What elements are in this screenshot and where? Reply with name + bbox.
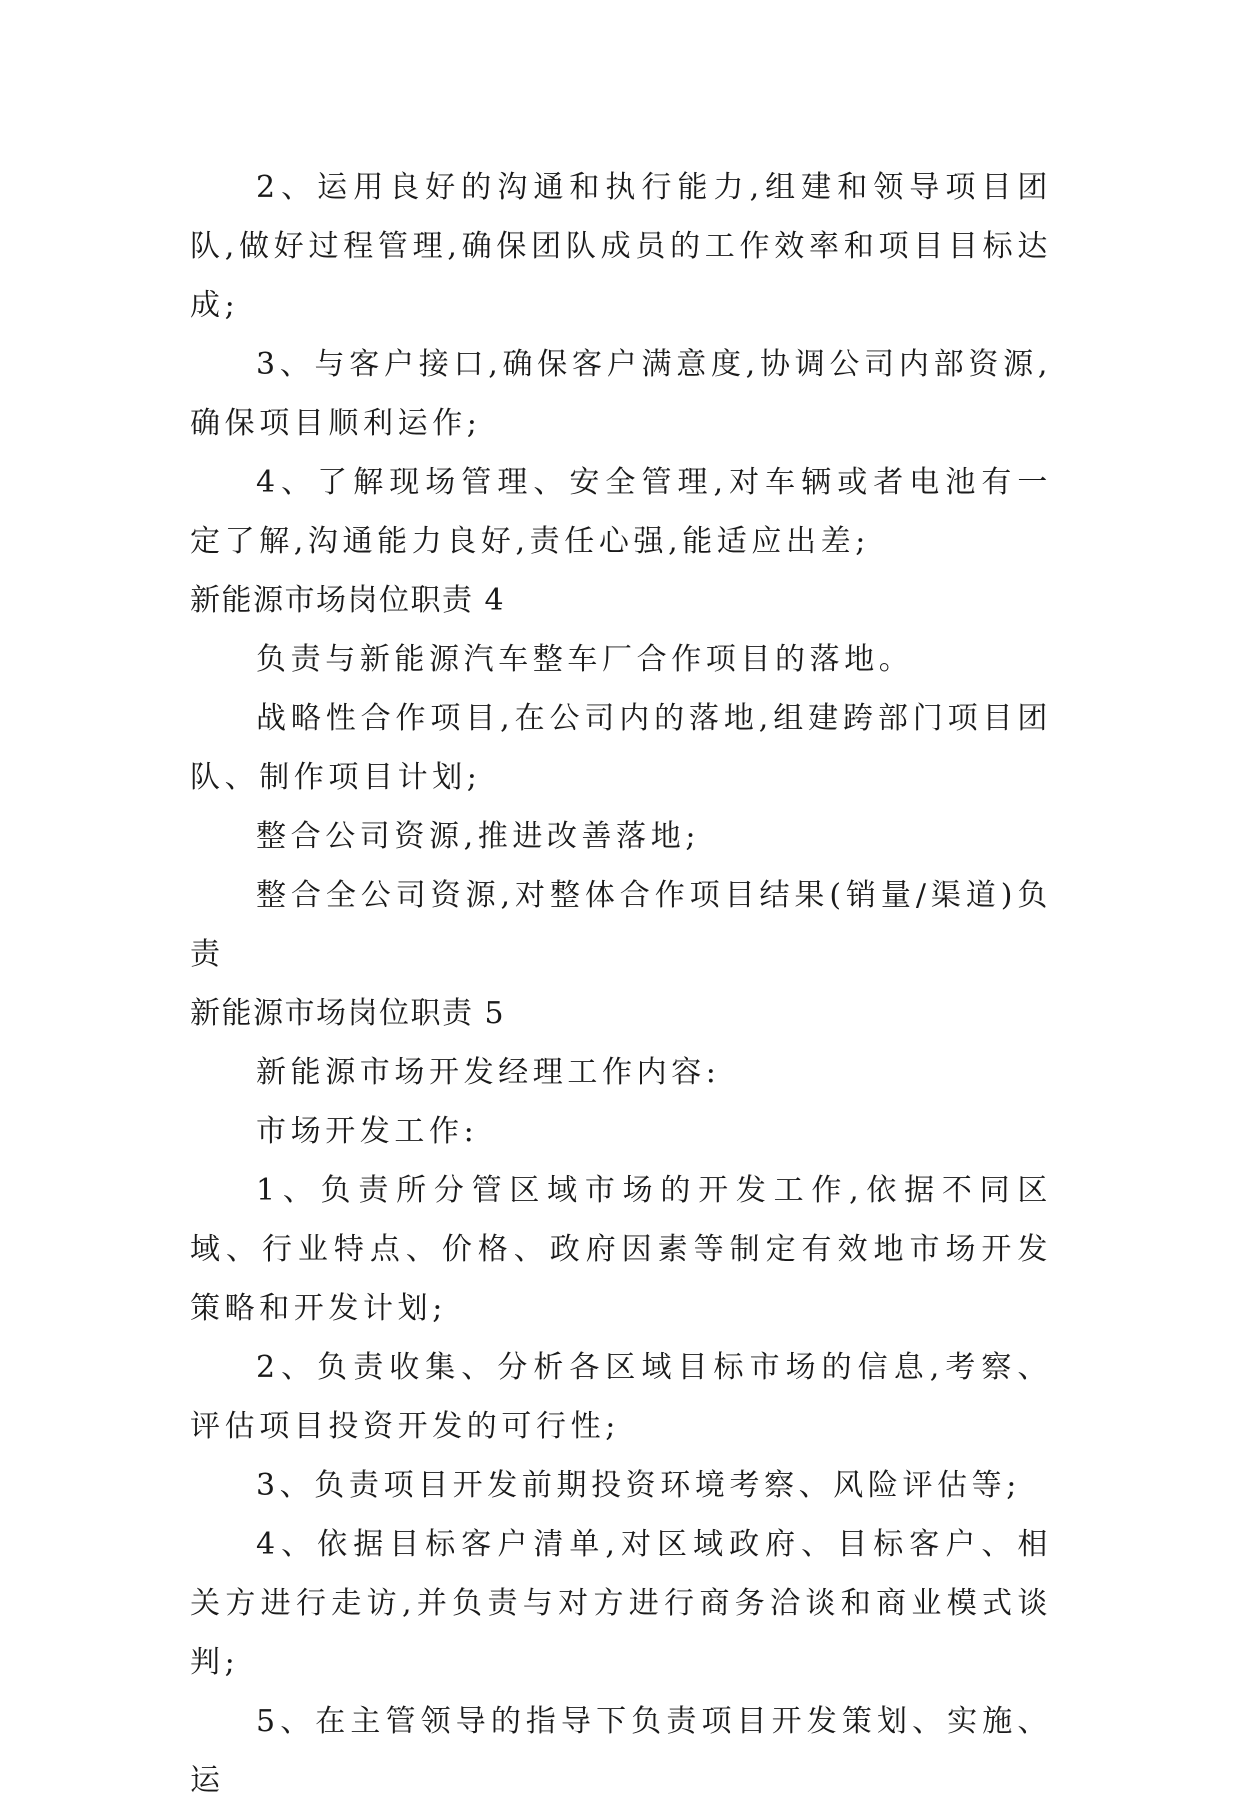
paragraph-market-development: 市场开发工作: xyxy=(256,1114,479,1149)
paragraph-project-landing: 负责与新能源汽车整车厂合作项目的落地。 xyxy=(256,642,914,677)
paragraph-work-content: 新能源市场开发经理工作内容: xyxy=(256,1055,721,1090)
paragraph-strategic-cooperation: 战略性合作项目,在公司内的落地,组建跨部门项目团队、制作项目计划; xyxy=(190,701,1052,795)
paragraph-item-5: 5、在主管领导的指导下负责项目开发策划、实施、运 xyxy=(190,1704,1052,1798)
section-heading-4: 新能源市场岗位职责 4 xyxy=(190,583,506,618)
section-heading-5: 新能源市场岗位职责 5 xyxy=(190,996,506,1031)
paragraph-item-4: 4、依据目标客户清单,对区域政府、目标客户、相关方进行走访,并负责与对方进行商务洽谈和商业模式谈判; xyxy=(190,1527,1052,1680)
paragraph-duty-2: 2、运用良好的沟通和执行能力,组建和领导项目团队,做好过程管理,确保团队成员的工作效率和项目目标达成; xyxy=(190,170,1052,323)
document-body xyxy=(190,158,1052,1810)
paragraph-item-2: 2、负责收集、分析各区域目标市场的信息,考察、评估项目投资开发的可行性; xyxy=(190,1350,1052,1444)
paragraph-item-3: 3、负责项目开发前期投资环境考察、风险评估等; xyxy=(256,1468,1021,1503)
paragraph-duty-4: 4、了解现场管理、安全管理,对车辆或者电池有一定了解,沟通能力良好,责任心强,能适应出差; xyxy=(190,465,1052,559)
paragraph-integrate-resources: 整合公司资源,推进改善落地; xyxy=(256,819,701,854)
paragraph-duty-3: 3、与客户接口,确保客户满意度,协调公司内部资源,确保项目顺利运作; xyxy=(190,347,1052,441)
paragraph-item-1: 1、负责所分管区域市场的开发工作,依据不同区域、行业特点、价格、政府因素等制定有效地市场开发策略和开发计划; xyxy=(190,1173,1052,1326)
paragraph-integrate-company-resources: 整合全公司资源,对整体合作项目结果(销量/渠道)负责 xyxy=(190,878,1052,972)
